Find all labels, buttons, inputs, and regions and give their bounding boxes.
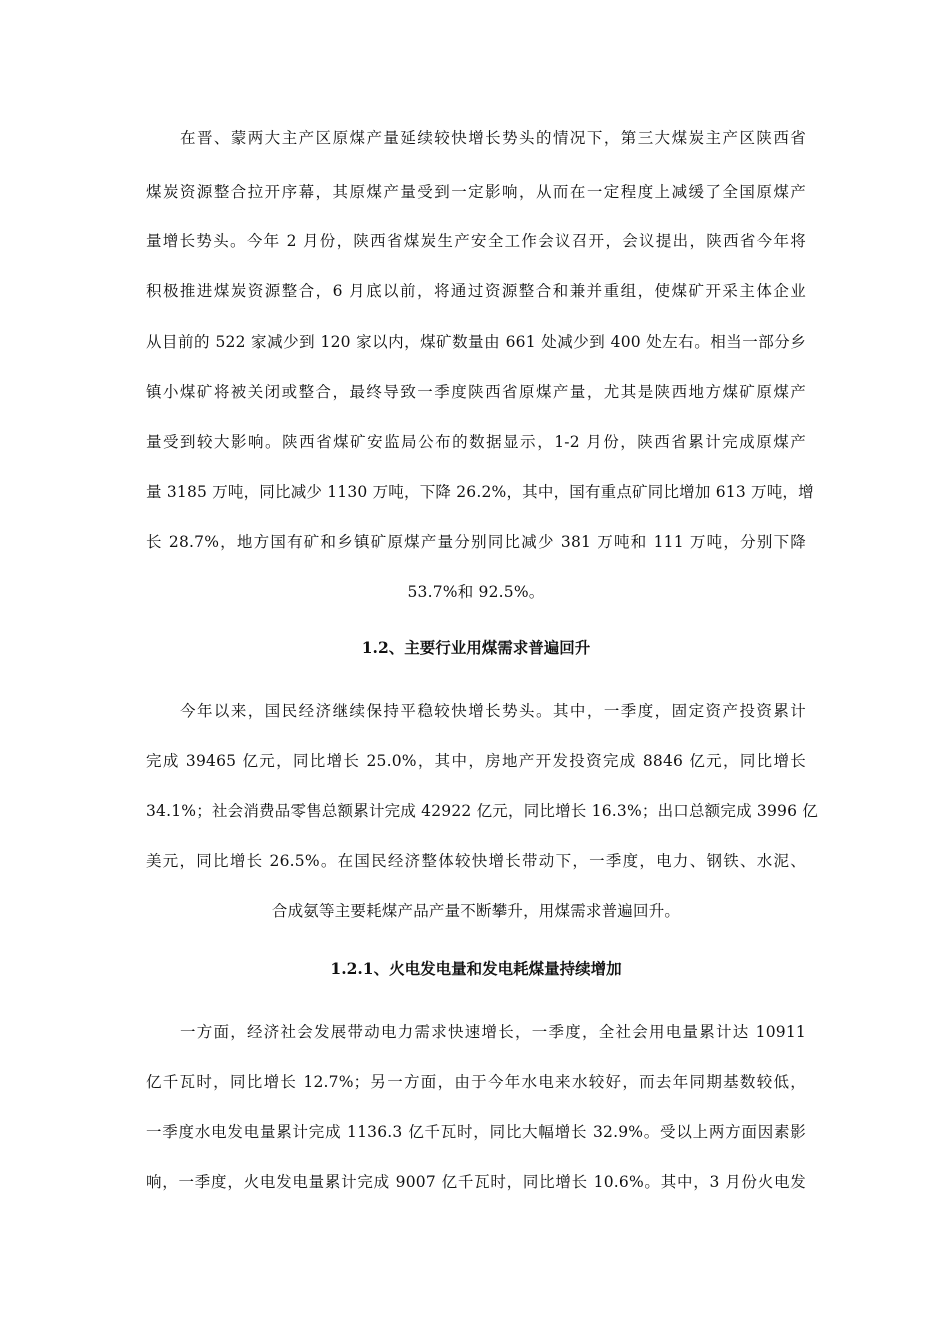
paragraph-line: 美元，同比增长 26.5%。在国民经济整体较快增长带动下，一季度，电力、钢铁、水泥、 [146,852,806,870]
subsection-heading: 1.2.1、火电发电量和发电耗煤量持续增加 [330,959,622,978]
paragraph-line: 今年以来，国民经济继续保持平稳较快增长势头。其中，一季度，固定资产投资累计 [180,702,806,720]
paragraph-line: 一方面，经济社会发展带动电力需求快速增长，一季度，全社会用电量累计达 10911 [180,1023,806,1041]
paragraph-line: 完成 39465 亿元，同比增长 25.0%，其中，房地产开发投资完成 8846 亿元，同比增长 [146,752,806,770]
paragraph-line: 53.7%和 92.5%。 [407,583,545,601]
paragraph-line: 镇小煤矿将被关闭或整合，最终导致一季度陕西省原煤产量，尤其是陕西地方煤矿原煤产 [146,383,806,401]
paragraph-line: 响，一季度，火电发电量累计完成 9007 亿千瓦时，同比增长 10.6%。其中，3 月份火电发 [146,1173,806,1191]
paragraph-line: 量受到较大影响。陕西省煤矿安监局公布的数据显示，1-2 月份，陕西省累计完成原煤产 [146,433,806,451]
paragraph-line: 34.1%；社会消费品零售总额累计完成 42922 亿元，同比增长 16.3%；出口总额完成 3996 亿 [146,802,818,820]
paragraph-line: 从目前的 522 家减少到 120 家以内，煤矿数量由 661 处减少到 400 处左右。相当一部分乡 [146,333,806,351]
paragraph-line: 亿千瓦时，同比增长 12.7%；另一方面，由于今年水电来水较好，而去年同期基数较低， [146,1073,806,1091]
paragraph-line: 积极推进煤炭资源整合，6 月底以前，将通过资源整合和兼并重组，使煤矿开采主体企业 [146,282,806,300]
paragraph-line: 长 28.7%，地方国有矿和乡镇矿原煤产量分别同比减少 381 万吨和 111 万吨，分别下降 [146,533,806,551]
paragraph-line: 量增长势头。今年 2 月份，陕西省煤炭生产安全工作会议召开，会议提出，陕西省今年将 [146,232,806,250]
paragraph-line: 量 3185 万吨，同比减少 1130 万吨，下降 26.2%，其中，国有重点矿同比增加 613 万吨，增 [146,483,814,501]
paragraph-line: 煤炭资源整合拉开序幕，其原煤产量受到一定影响，从而在一定程度上减缓了全国原煤产 [146,183,806,201]
paragraph-line: 在晋、蒙两大主产区原煤产量延续较快增长势头的情况下，第三大煤炭主产区陕西省 [180,129,806,147]
section-heading: 1.2、主要行业用煤需求普遍回升 [361,638,591,657]
paragraph-line: 合成氨等主要耗煤产品产量不断攀升，用煤需求普遍回升。 [271,902,681,920]
paragraph-line: 一季度水电发电量累计完成 1136.3 亿千瓦时，同比大幅增长 32.9%。受以上两方面因素影 [146,1123,806,1141]
